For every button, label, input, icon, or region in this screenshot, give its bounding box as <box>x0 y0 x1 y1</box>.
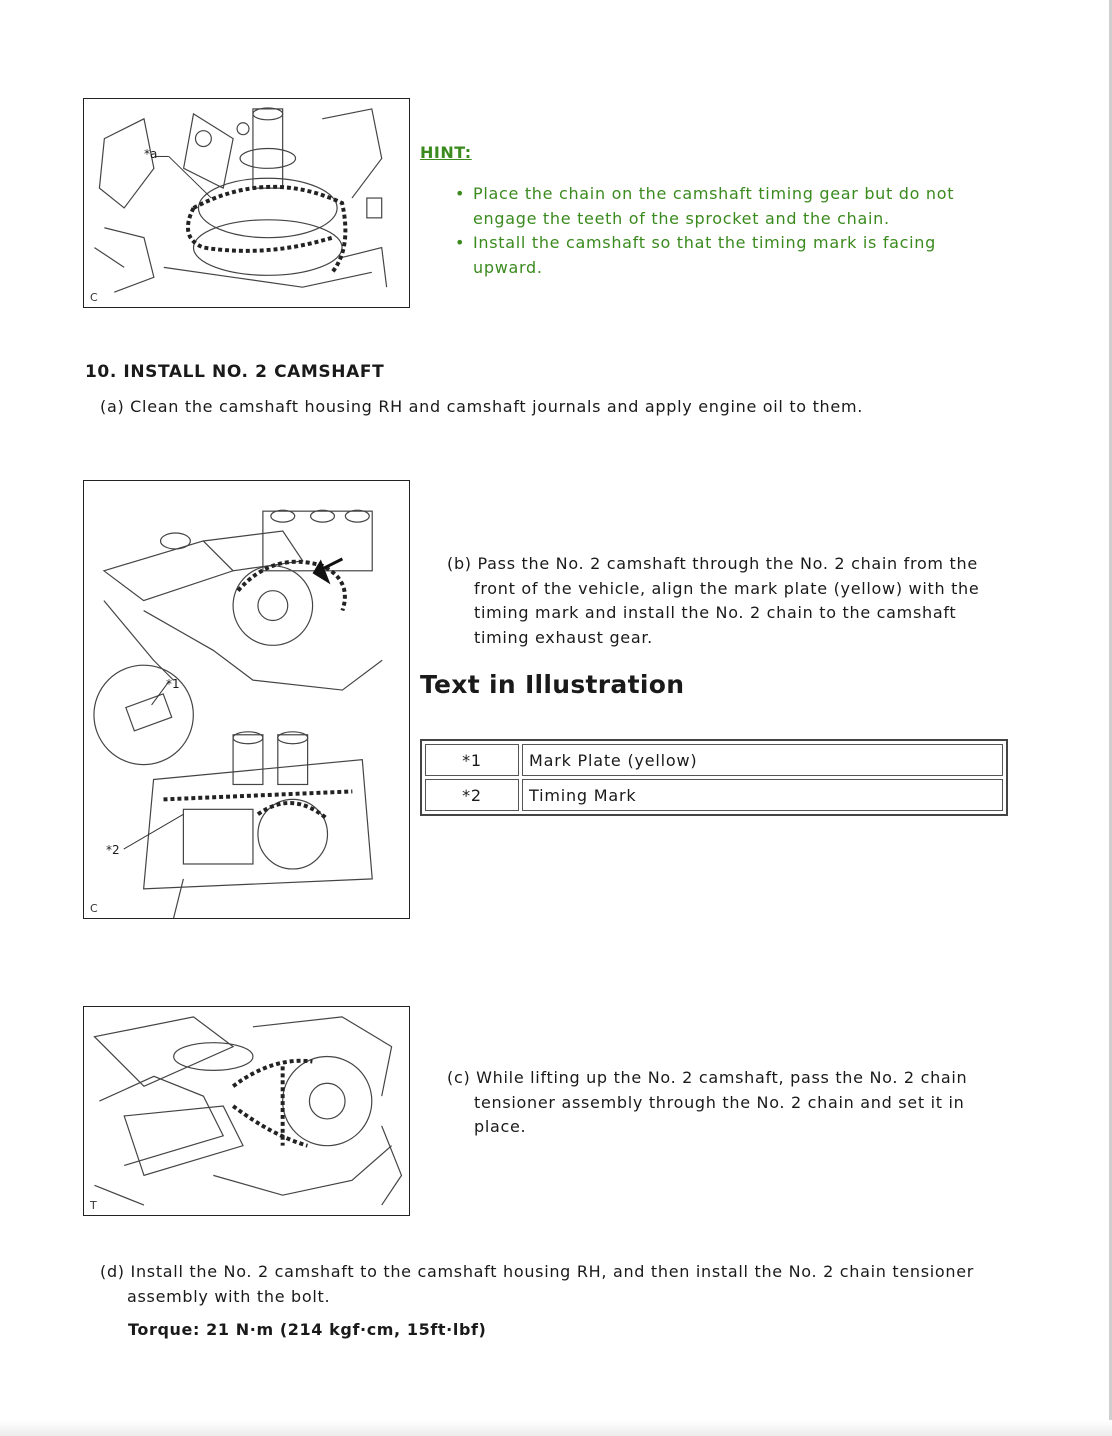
figure-no2-camshaft-install <box>83 480 410 919</box>
step-a <box>100 395 1060 420</box>
step-c-text: tensioner assembly through the No. 2 chain and set it in <box>474 1092 965 1112</box>
step-a-text: (a) Clean the camshaft housing RH and camshaft journals and apply engine oil to them. <box>100 397 864 416</box>
no2-camshaft-drawing <box>84 481 409 918</box>
chain-tensioner-drawing <box>84 1007 409 1215</box>
step-b-text: timing exhaust gear. <box>474 627 653 647</box>
step-c <box>447 1066 1047 1140</box>
hint-item: • Install the camshaft so that the timing mark is facing upward. <box>455 231 995 280</box>
figure-code-label: C <box>90 291 98 304</box>
callout-2-label: *2 <box>106 843 120 857</box>
figure-code-label: T <box>90 1199 97 1212</box>
step-d-text: assembly with the bolt. <box>127 1286 331 1306</box>
figure-code-label: C <box>90 902 98 915</box>
legend-label: Timing Mark <box>522 779 1003 811</box>
hint-title: HINT: <box>420 143 472 162</box>
step-d <box>100 1260 1100 1309</box>
legend-label: Mark Plate (yellow) <box>522 744 1003 776</box>
camshaft-chain-drawing <box>84 99 409 307</box>
torque-spec: Torque: 21 N·m (214 kgf·cm, 15ft·lbf) <box>128 1320 487 1339</box>
step-c-text: (c) While lifting up the No. 2 camshaft, pass the No. 2 chain <box>447 1068 968 1087</box>
legend-code: *1 <box>425 744 519 776</box>
page-bottom-shadow <box>0 1420 1112 1436</box>
step-b-text: timing mark and install the No. 2 chain to the camshaft <box>474 603 957 622</box>
step-b-text: front of the vehicle, align the mark plate (yellow) with the <box>474 578 980 598</box>
callout-1-label: *1 <box>166 677 180 691</box>
illustration-legend-table <box>420 739 1008 816</box>
step-c-text: place. <box>474 1117 527 1136</box>
figure-chain-tensioner <box>83 1006 410 1216</box>
step-b-text: (b) Pass the No. 2 camshaft through the No. 2 chain from the <box>447 554 978 573</box>
section-heading: 10. INSTALL NO. 2 CAMSHAFT <box>85 362 385 382</box>
table-row <box>425 744 1003 776</box>
hint-list <box>455 182 995 280</box>
table-row <box>425 779 1003 811</box>
callout-a-label: *a <box>144 147 158 161</box>
legend-code: *2 <box>425 779 519 811</box>
figure-camshaft-chain <box>83 98 410 308</box>
step-d-text: (d) Install the No. 2 camshaft to the camshaft housing RH, and then install the No. 2 chain tensioner <box>100 1262 975 1281</box>
step-b <box>447 552 1047 650</box>
illustration-legend-title: Text in Illustration <box>420 670 685 699</box>
hint-item: • Place the chain on the camshaft timing gear but do not engage the teeth of the sprocket and the chain. <box>455 182 995 231</box>
